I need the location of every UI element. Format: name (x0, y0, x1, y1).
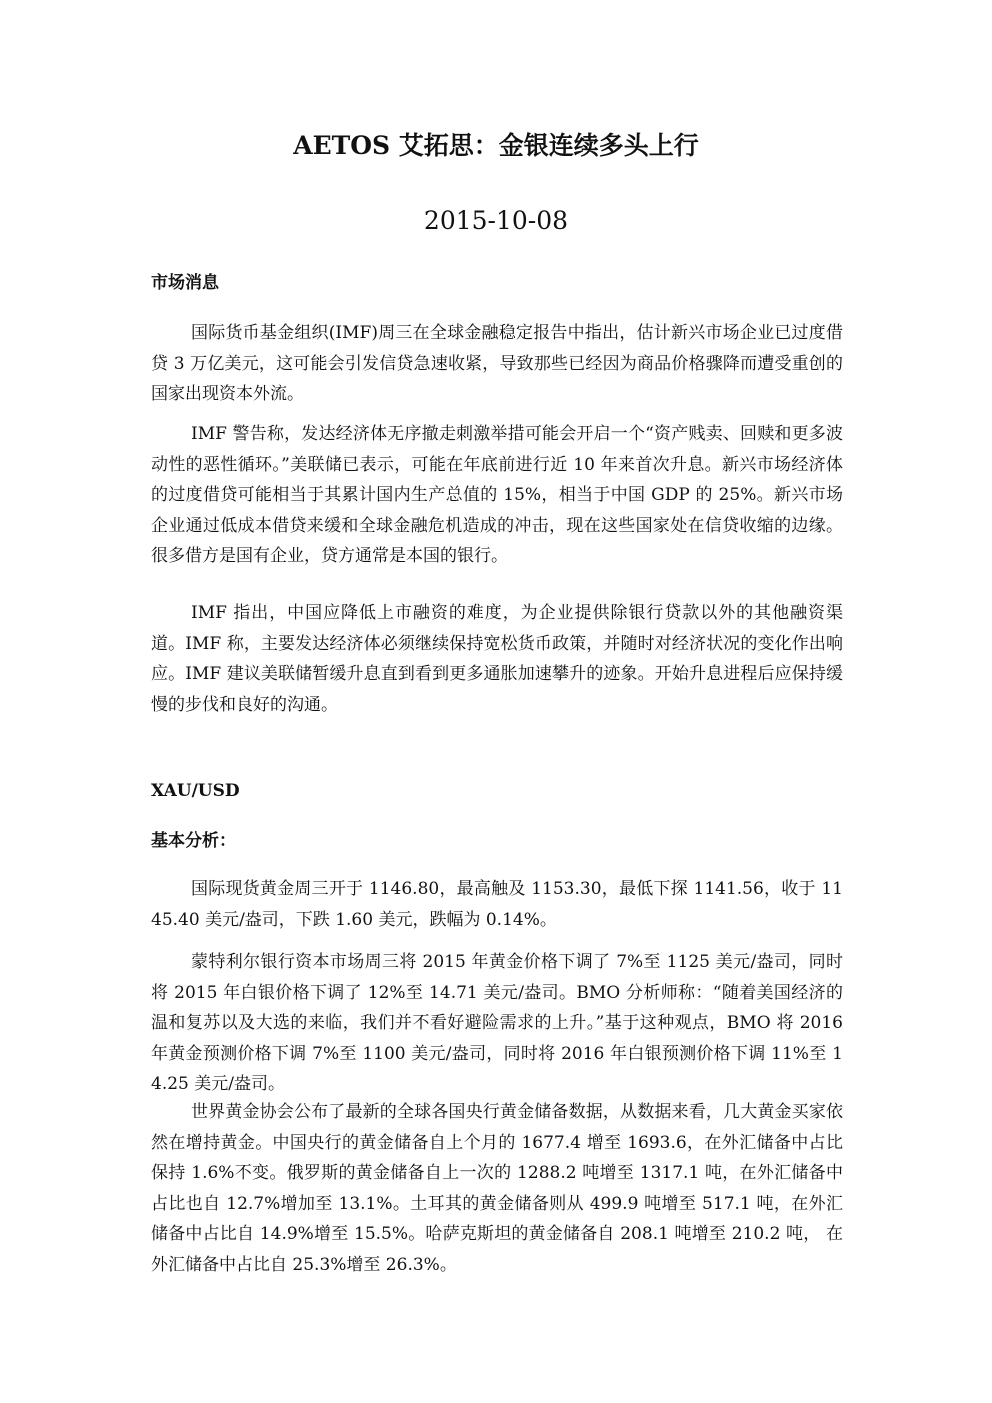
document-title: AETOS 艾拓思：金银连续多头上行 (293, 131, 699, 160)
paragraph: 世界黄金协会公布了最新的全球各国央行黄金储备数据，从数据来看，几大黄金买家依然在增持黄金。中国央行的黄金储备自上个月的 1677.4 增至 1693.6，在外汇储备中占比保持 1.6%不变。俄罗斯的黄金储备自上一次的 1288.2 吨增至 1317.1 吨，在外汇储备中占比也自 12.7%增加至 13.1%。土耳其的黄金储备则从 499.9 吨增至 517.1 吨，在外汇储备中占比自 14.9%增至 15.5%。哈萨克斯坦的黄金储备自 208.1 吨增至 210.2 吨， 在外汇储备中占比自 25.3%增至 26.3%。 (151, 1102, 843, 1275)
paragraph: 蒙特利尔银行资本市场周三将 2015 年黄金价格下调了 7%至 1125 美元/盎司，同时将 2015 年白银价格下调了 12%至 14.71 美元/盎司。BMO 分析师称：“随着美国经济的温和复苏以及大选的来临，我们并不看好避险需求的上升。”基于这种观点，BMO 将 2016 年黄金预测价格下调 7%至 1100 美元/盎司，同时将 2016 年白银预测价格下调 11%至 14.25 美元/盎司。 (151, 952, 843, 1094)
section-heading-fundamental-analysis: 基本分析： (151, 831, 236, 851)
section-symbol-xau-usd: XAU/USD (151, 781, 240, 801)
paragraph: IMF 警告称，发达经济体无序撤走刺激举措可能会开启一个“资产贱卖、回赎和更多波动性的恶性循环。”美联储已表示，可能在年底前进行近 10 年来首次升息。新兴市场经济体的过度借贷可能相当于其累计国内生产总值的 15%，相当于中国 GDP 的 25%。新兴市场企业通过低成本借贷来缓和全球金融危机造成的冲击，现在这些国家处在信贷收缩的边缘。很多借方是国有企业，贷方通常是本国的银行。 (151, 424, 843, 566)
paragraph: 国际现货黄金周三开于 1146.80，最高触及 1153.30，最低下探 1141.56，收于 1145.40 美元/盎司，下跌 1.60 美元，跌幅为 0.14%。 (151, 879, 843, 930)
paragraph: 国际货币基金组织(IMF)周三在全球金融稳定报告中指出，估计新兴市场企业已过度借贷 3 万亿美元，这可能会引发信贷急速收紧，导致那些已经因为商品价格骤降而遭受重创的国家出现资本外流。 (151, 323, 843, 404)
paragraph: IMF 指出，中国应降低上市融资的难度，为企业提供除银行贷款以外的其他融资渠道。IMF 称，主要发达经济体必须继续保持宽松货币政策，并随时对经济状况的变化作出响应。IMF 建议美联储暂缓升息直到看到更多通胀加速攀升的迹象。开始升息进程后应保持缓慢的步伐和良好的沟通。 (151, 603, 843, 715)
section-heading-market-news: 市场消息 (151, 273, 219, 293)
document-date: 2015-10-08 (423, 206, 569, 235)
